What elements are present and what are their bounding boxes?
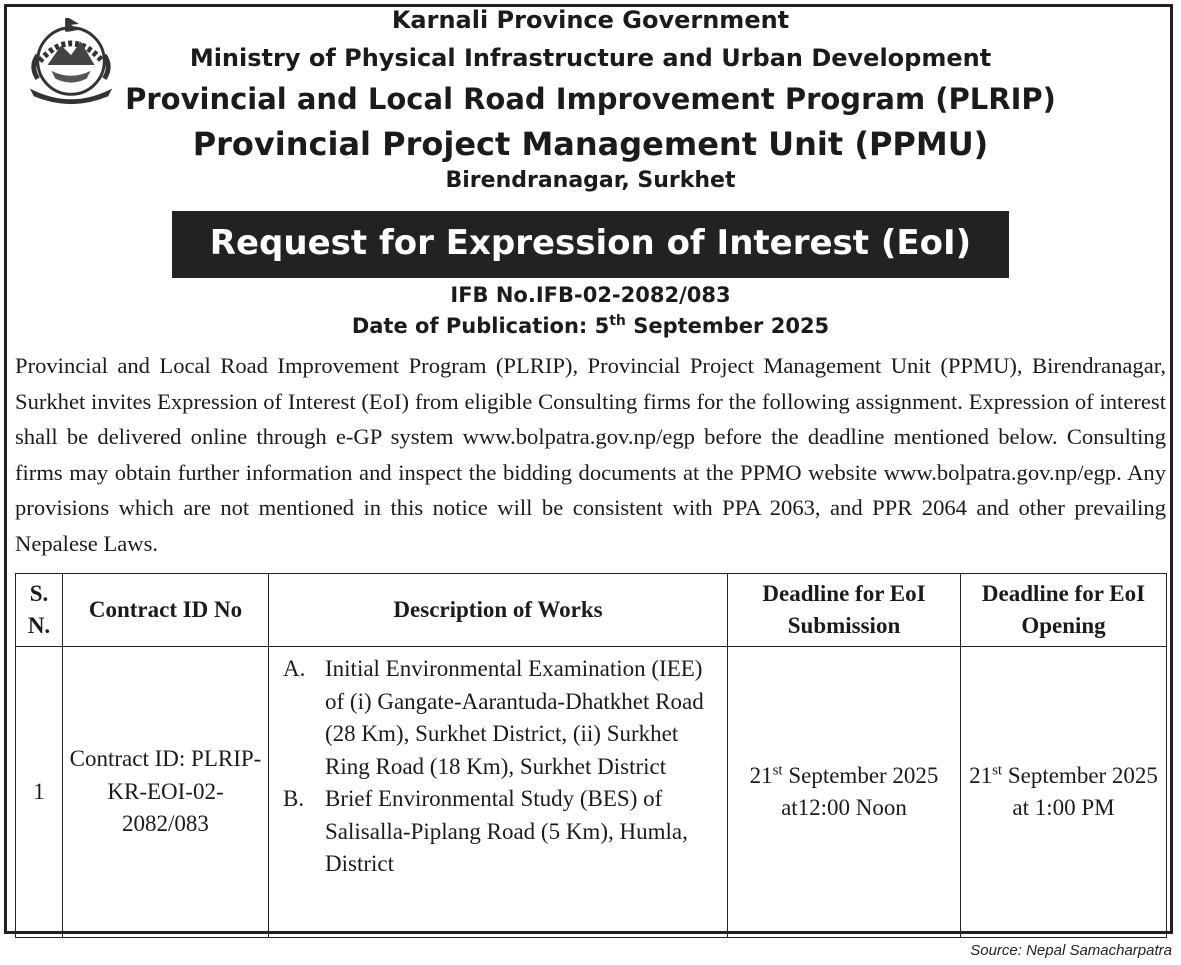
cell-submission-deadline: 21st September 2025 at12:00 Noon — [728, 647, 961, 938]
cell-sn: 1 — [16, 647, 63, 938]
government-name: Karnali Province Government — [391, 6, 790, 34]
office-location: Birendranagar, Surkhet — [445, 168, 736, 193]
table-header-row — [16, 574, 1167, 647]
program-name: Provincial and Local Road Improvement Program (PLRIP) — [125, 82, 1056, 116]
header-submission-deadline: Deadline for EoI Submission — [728, 574, 961, 647]
unit-name: Provincial Project Management Unit (PPMU) — [192, 125, 989, 163]
header-sn: S. N. — [16, 574, 63, 647]
publication-date: Date of Publication: 5th September 2025 — [351, 313, 830, 338]
ifb-number: IFB No.IFB-02-2082/083 — [450, 283, 731, 307]
cell-description — [269, 647, 728, 938]
header-contract-id: Contract ID No — [63, 574, 269, 647]
header-description: Description of Works — [269, 574, 728, 647]
notice-body-text: Provincial and Local Road Improvement Program (PLRIP), Provincial Project Management Unit (PPMU), Birendranagar, Surkhet invites Expression of Interest (EoI) from eligible Consulting firms for the following assignment. Expression of interest shall be delivered online through e-GP system www.bolpatra.gov.np/egp before the deadline mentioned below. Consulting firms may obtain further information and inspect the bidding documents at the PPMO website www.bolpatra.gov.np/egp. Any provisions which are not mentioned in this notice will be consistent with PPA 2063, and PPR 2064 and other prevailing Nepalese Laws. — [15, 353, 1166, 556]
ministry-name: Ministry of Physical Infrastructure and Urban Development — [189, 44, 992, 72]
table-row — [16, 647, 1167, 938]
cell-opening-deadline: 21st September 2025 at 1:00 PM — [961, 647, 1167, 938]
eoi-table — [15, 573, 1167, 938]
cell-contract-id: Contract ID: PLRIP-KR-EOI-02-2082/083 — [63, 647, 269, 938]
item-text: Brief Environmental Study (BES) of Salisalla-Piplang Road (5 Km), Humla, District — [325, 786, 688, 876]
item-marker: B. — [283, 786, 305, 811]
source-credit: Source: Nepal Samacharpatra — [970, 942, 1172, 959]
notice-title-banner: Request for Expression of Interest (EoI) — [172, 211, 1009, 278]
item-marker: A. — [283, 656, 306, 681]
list-item — [283, 783, 719, 881]
list-item — [283, 653, 719, 783]
item-text: Initial Environmental Examination (IEE) of (i) Gangate-Aarantuda-Dhatkhet Road (28 Km), Surkhet District, (ii) Surkhet Ring Road (18 Km), Surkhet District — [325, 656, 704, 779]
header-opening-deadline: Deadline for EoI Opening — [961, 574, 1167, 647]
